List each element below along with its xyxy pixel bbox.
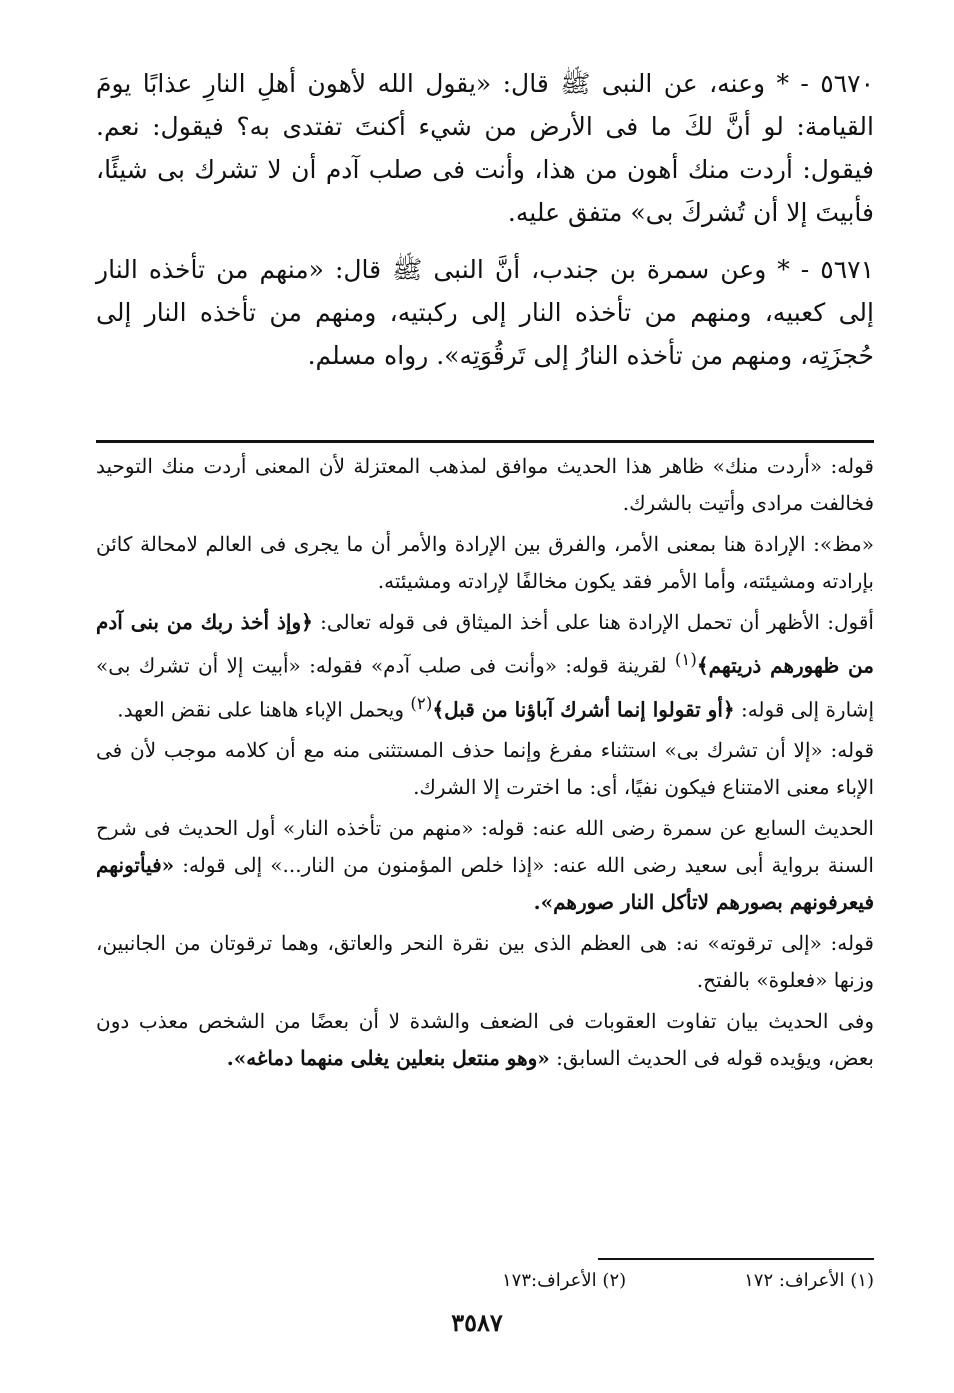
hadith-quote: «وهو منتعل بنعلين يغلى منهما دماغه».: [226, 1046, 550, 1071]
commentary-paragraph: [96, 604, 874, 728]
commentary-paragraph: قوله: «إلا أن تشرك بى» استثناء مفرغ وإنما حذف المستثنى منه مع أن كلامه موجب لأن فى الإباء معنى الامتناع فيكون نفيًا، أى: ما اخترت إلا الشرك.: [96, 738, 874, 800]
footnote-1: (١) الأعراف: ١٧٢: [744, 1270, 874, 1291]
footnote-marker: (١): [674, 650, 697, 669]
commentary-text: أقول: الأظهر أن تحمل الإرادة هنا على أخذ الميثاق فى قوله تعالى:: [312, 610, 874, 634]
commentary-text: ويحمل الإباء هاهنا على نقض العهد.: [117, 697, 411, 722]
footnote-marker: (٢): [410, 693, 433, 713]
hadith-quote: «فيأتونهم فيعرفونهم بصورهم لاتأكل النار صورهم».: [96, 853, 874, 915]
commentary-text: وفى الحديث بيان تفاوت العقوبات فى الضعف والشدة لا أن بعضًا من الشخص معذب دون بعض، ويؤيده قوله فى الحديث السابق:: [96, 1009, 874, 1071]
quran-quote: ﴿أو تقولوا إنما أشرك آباؤنا من قبل﴾: [432, 697, 735, 722]
commentary-paragraph: قوله: «أردت منك» ظاهر هذا الحديث موافق لمذهب المعتزلة لأن المعنى أردت منك التوحيد فخالفت مرادى وأتيت بالشرك.: [96, 454, 874, 515]
commentary-paragraph: قوله: «إلى ترقوته» نه: هى العظم الذى بين نقرة النحر والعاتق، وهما ترقوتان من الجانبين، وزنها «فعلوة» بالفتح.: [96, 931, 874, 993]
hadith-5670: ٥٦٧٠ - * وعنه، عن النبى ﷺ قال: «يقول الله لأهون أهلِ النارِ عذابًا يومَ القيامة: لو أنَّ لكَ ما فى الأرض من شيء أكنتَ تفتدى به؟ فيقول: نعم. فيقول: أردت منك أهون من هذا، وأنت فى صلب آدم أن لا تشرك بى شيئًا، فأبيتَ إلا أن تُشركَ بى» متفق عليه.: [96, 69, 874, 227]
hadith-5671: ٥٦٧١ - * وعن سمرة بن جندب، أنَّ النبى ﷺ قال: «منهم من تأخذه النار إلى كعبيه، ومنهم من تأخذه النار إلى ركبتيه، ومنهم من تأخذه النار إلى حُجزَتِه، ومنهم من تأخذه النارُ إلى تَرقُوَتِه». رواه مسلم.: [96, 255, 874, 370]
commentary-paragraph: [96, 810, 874, 921]
commentary-text: الحديث السابع عن سمرة رضى الله عنه: قوله: «منهم من تأخذه النار» أول الحديث فى شرح السنة برواية أبى سعيد رضى الله عنه: «إذا خلص المؤمنون من النار...» إلى قوله:: [96, 816, 874, 878]
commentary: [96, 448, 874, 1081]
commentary-text: لقرينة قوله: «وأنت فى صلب آدم» فقوله: «أبيت إلا أن تشرك بى» إشارة إلى قوله:: [96, 653, 874, 722]
footnote-2: (٢) الأعراف:١٧٣: [502, 1270, 627, 1291]
page-number: ٣٥٨٧: [451, 1308, 503, 1337]
hadith-text: [96, 62, 874, 391]
commentary-paragraph: [96, 1003, 874, 1077]
section-divider: [96, 440, 874, 443]
commentary-paragraph: «مظ»: الإرادة هنا بمعنى الأمر، والفرق بين الإرادة والأمر أن ما يجرى فى العالم لامحالة كائن بإرادته ومشيئته، وأما الأمر فقد يكون مخالفًا لإرادته ومشيئته.: [96, 532, 874, 593]
quran-quote: ﴿وإذ أخذ ربك من بنى آدم من ظهورهم ذريتهم﴾: [96, 610, 874, 678]
footnotes: [96, 1266, 874, 1296]
footnote-divider: [598, 1258, 874, 1260]
